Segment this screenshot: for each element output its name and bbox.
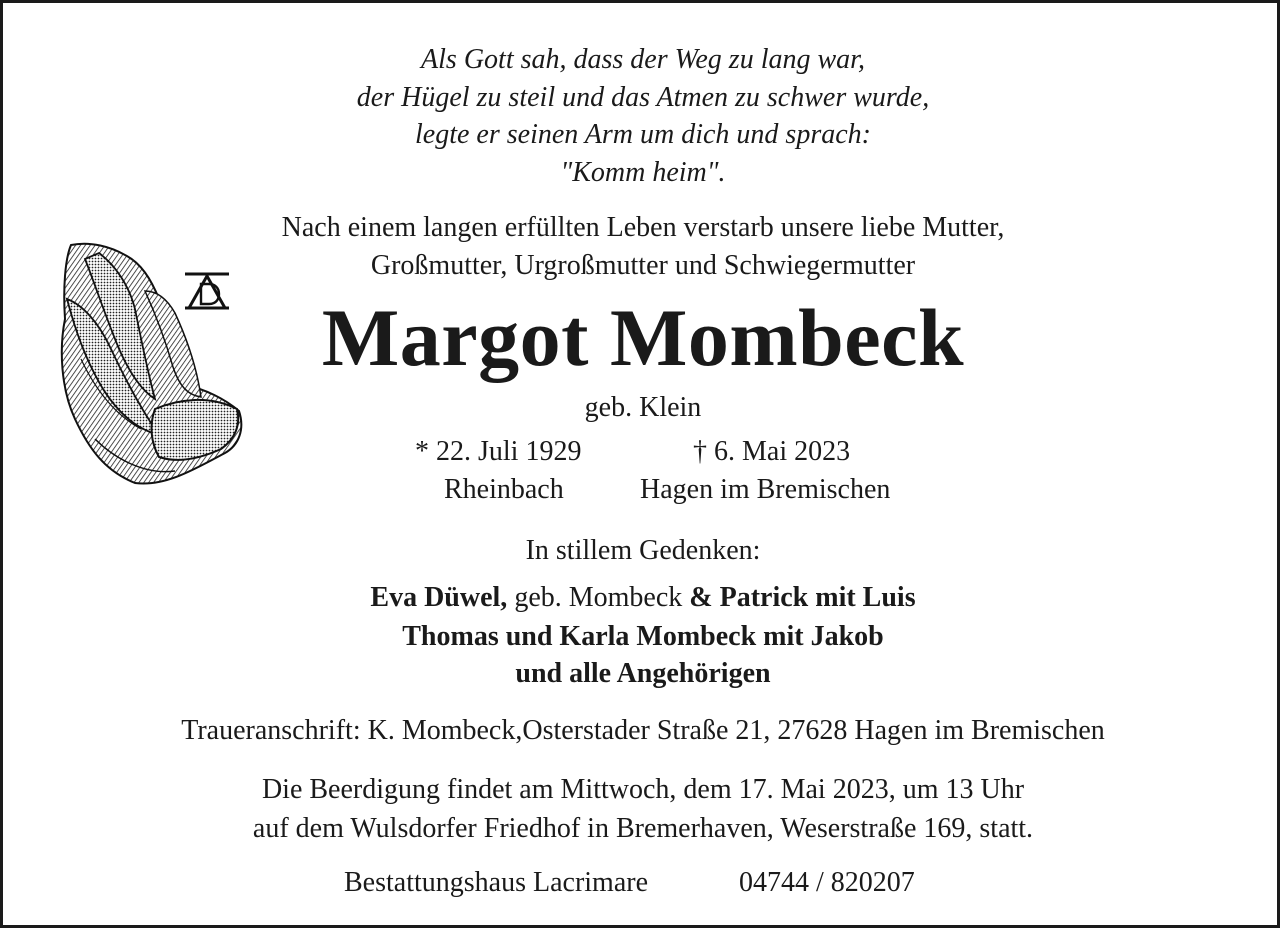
mourners-line [3,578,1280,618]
funeral-line: auf dem Wulsdorfer Friedhof in Bremerhaven, Weserstraße 169, statt. [252,813,1034,844]
mourner-note: geb. Mombeck [507,582,690,613]
funeral-line: Die Beerdigung findet am Mittwoch, dem 17. Mai 2023, um 13 Uhr [261,774,1025,805]
poem-line: legte er seinen Arm um dich und sprach: [415,119,871,150]
mourner-name: Eva Düwel, [370,582,508,613]
undertaker-phone: 04744 / 820207 [739,867,915,898]
mourning-address: Traueranschrift: K. Mombeck,Osterstader Straße 21, 27628 Hagen im Bremischen [181,715,1105,746]
mourners-line: Thomas und Karla Mombeck mit Jakob [402,621,884,652]
birth-date: * 22. Juli 1929 [415,436,582,467]
death-place: Hagen im Bremischen [640,474,891,505]
maiden-name: geb. Klein [584,392,702,423]
intro-line: Großmutter, Urgroßmutter und Schwiegermutter [370,250,916,281]
poem-line: der Hügel zu steil und das Atmen zu schwer wurde, [356,82,930,113]
undertaker-name: Bestattungshaus Lacrimare [344,867,649,898]
poem-line: Als Gott sah, dass der Weg zu lang war, [421,44,865,75]
deceased-name: Margot Mombeck [321,292,965,383]
mourners-line: und alle Angehörigen [515,658,771,689]
intro-line: Nach einem langen erfüllten Leben verstarb unsere liebe Mutter, [281,212,1005,243]
mourners-heading: In stillem Gedenken: [525,535,761,566]
birth-place: Rheinbach [444,474,564,505]
mourner-name: & Patrick mit Luis [689,582,916,613]
poem-line: "Komm heim". [560,157,726,188]
death-date: † 6. Mai 2023 [693,436,851,467]
